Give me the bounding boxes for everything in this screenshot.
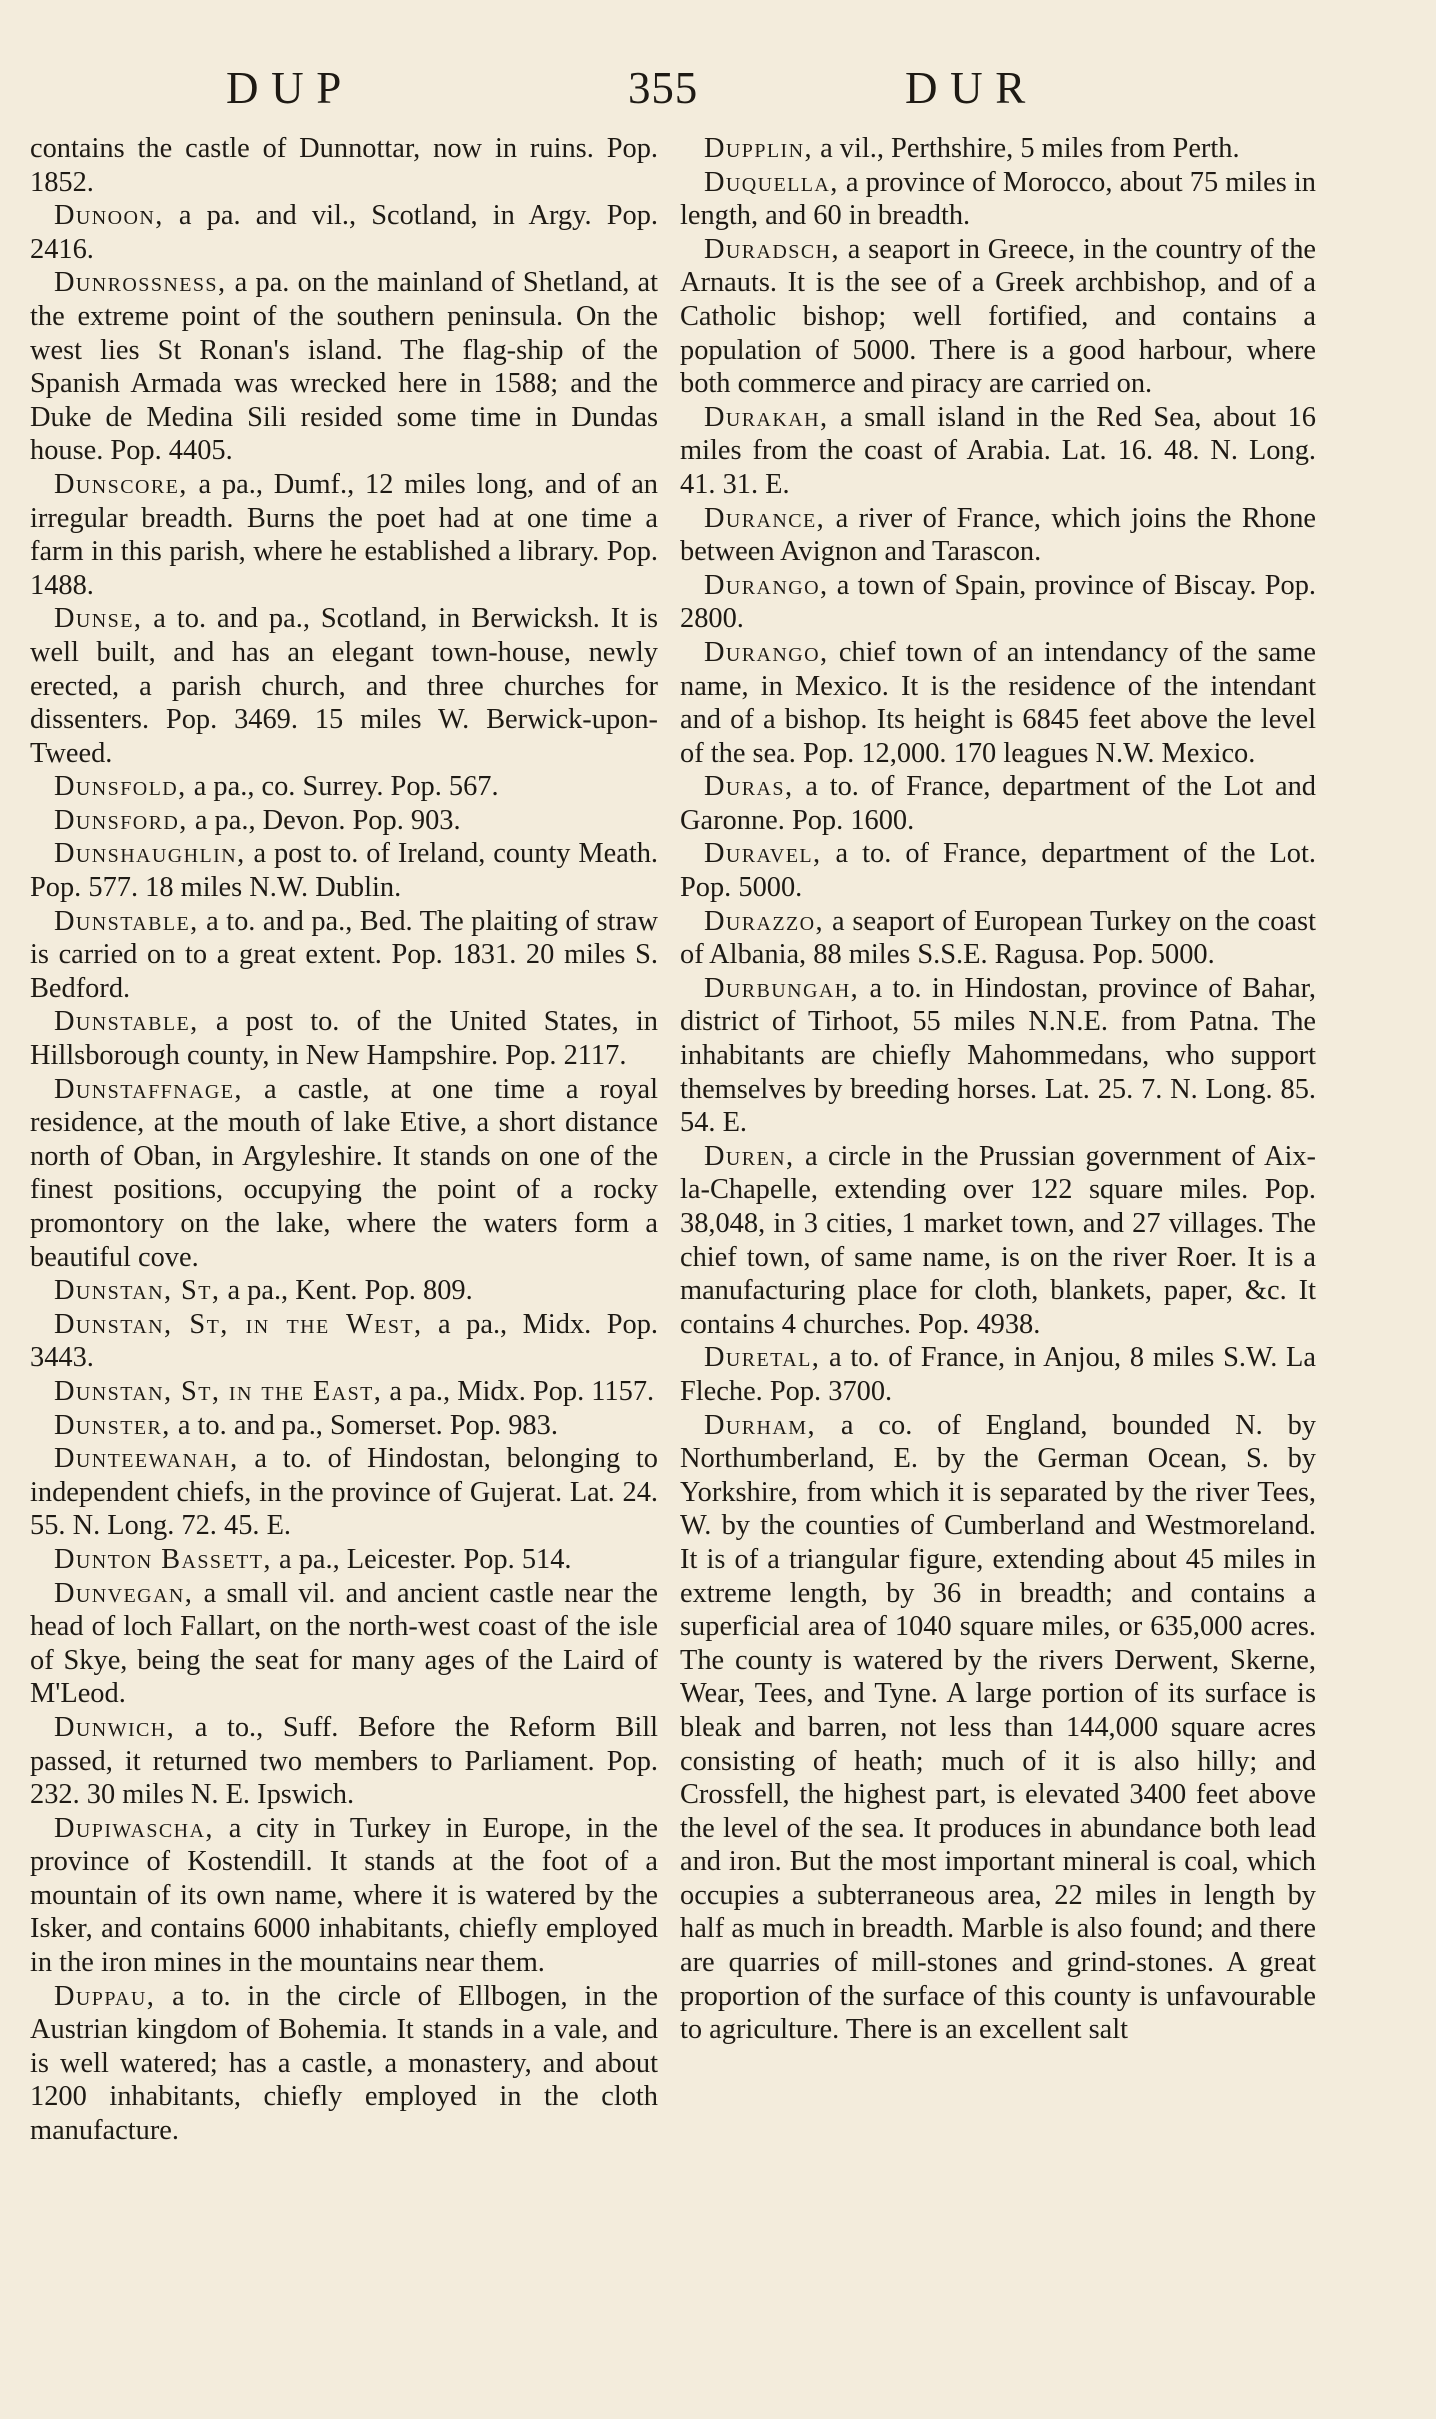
entry-text: a pa. on the mainland of Shetland, at the extreme point of the southern peninsula. On the west lies St Ronan's island. The flag-ship of the Spanish Armada was wrecked here in 1588; and the Duke de Medina Sili resided some time in Dundas house. Pop. 4405. <box>30 267 658 467</box>
gazetteer-entry <box>680 502 1316 569</box>
entry-headword: Duppau, <box>54 1980 156 2012</box>
page-number: 355 <box>628 63 699 113</box>
entry-headword: Durango, <box>704 636 829 668</box>
gazetteer-entry <box>30 804 658 838</box>
entry-text: a to. and pa., Bed. The plaiting of straw is carried on to a great extent. Pop. 1831. 20 miles S. Bedford. <box>30 905 658 1004</box>
entry-text: a seaport of European Turkey on the coast of Albania, 88 miles S.S.E. Ragusa. Pop. 5000. <box>680 905 1316 971</box>
entry-text: a to. in the circle of Ellbogen, in the Austrian kingdom of Bohemia. It stands in a vale, and is well watered; has a castle, a monastery, and about 1200 inhabitants, chiefly employed in the cloth manufacture. <box>30 1980 658 2147</box>
entry-text: a to. in Hindostan, province of Bahar, district of Tirhoot, 55 miles N.N.E. from Patna. The inhabitants are chiefly Mahommedans, who support themselves by breeding horses. Lat. 25. 7. N. Long. 85. 54. E. <box>680 972 1316 1139</box>
entry-headword: Durazzo, <box>704 905 825 937</box>
entry-text: a pa., Devon. Pop. 903. <box>187 804 461 836</box>
gazetteer-entry <box>30 266 658 468</box>
gazetteer-entry <box>30 1543 658 1577</box>
entry-text: a castle, at one time a royal residence, at the mouth of lake Etive, a short distance north of Oban, in Argyleshire. It stands on one of the finest positions, occupying the point of a rocky promontory on the lake, where the waters form a beautiful cove. <box>30 1073 658 1273</box>
entry-headword: Dunton Bassett, <box>54 1543 272 1575</box>
entry-headword: Dunse, <box>54 603 143 635</box>
gazetteer-entry <box>30 1711 658 1812</box>
entry-headword: Dunstable, <box>54 1006 199 1038</box>
gazetteer-entry <box>30 1274 658 1308</box>
entry-text: contains the castle of Dunnottar, now in ruins. Pop. 1852. <box>30 133 658 198</box>
entry-headword: Dunrossness, <box>54 267 227 299</box>
entry-headword: Dunshaughlin, <box>54 838 246 870</box>
entry-headword: Dunstan, St, <box>54 1275 221 1307</box>
gazetteer-entry <box>30 1308 658 1375</box>
gazetteer-entry <box>30 602 658 770</box>
entry-text: a to. of France, department of the Lot and Garonne. Pop. 1600. <box>680 771 1316 836</box>
entry-text: a post to. of Ireland, county Meath. Pop. 577. 18 miles N.W. Dublin. <box>30 838 658 904</box>
left-column <box>30 132 658 2148</box>
entry-text: a to. of France, in Anjou, 8 miles S.W. La Fleche. Pop. 3700. <box>680 1342 1316 1407</box>
entry-headword: Dunsford, <box>54 804 188 836</box>
entry-headword: Dupiwascha, <box>54 1812 214 1844</box>
entry-headword: Dunsfold, <box>54 771 187 803</box>
entry-headword: Dunwich, <box>54 1711 176 1743</box>
entry-headword: Dunteewanah, <box>54 1443 239 1475</box>
entry-text: a seaport in Greece, in the country of the Arnauts. It is the see of a Greek archbishop, and of a Catholic bishop; well fortified, and contains a population of 5000. There is a good harbour, where both commerce and piracy are carried on. <box>680 233 1316 400</box>
entry-text: a post to. of the United States, in Hillsborough county, in New Hampshire. Pop. 2117. <box>30 1006 658 1072</box>
entry-headword: Durango, <box>704 569 829 601</box>
entry-text: a pa., Midx. Pop. 3443. <box>30 1308 658 1374</box>
entry-text: a vil., Perthshire, 5 miles from Perth. <box>812 133 1240 164</box>
gazetteer-entry <box>30 1812 658 1980</box>
gazetteer-entry <box>30 1577 658 1711</box>
right-column <box>680 132 1316 2047</box>
gazetteer-entry <box>30 199 658 266</box>
gazetteer-entry <box>680 132 1316 166</box>
entry-text: a pa., Midx. Pop. 1157. <box>382 1375 655 1407</box>
entry-text: a pa. and vil., Scotland, in Argy. Pop. 2416. <box>30 200 658 265</box>
gazetteer-entry <box>30 132 658 199</box>
entry-headword: Durakah, <box>704 401 829 433</box>
gazetteer-entry <box>680 972 1316 1140</box>
header-right-guideword: DUR <box>905 63 1038 113</box>
header-left-guideword: DUP <box>226 63 354 113</box>
gazetteer-entry <box>680 166 1316 233</box>
entry-text: a pa., co. Surrey. Pop. 567. <box>186 771 499 803</box>
entry-text: a to. of Hindostan, belonging to independent chiefs, in the province of Gujerat. Lat. 24. 55. N. Long. 72. 45. E. <box>30 1443 658 1542</box>
entry-text: a small island in the Red Sea, about 16 miles from the coast of Arabia. Lat. 16. 48. N. Long. 41. 31. E. <box>680 401 1316 500</box>
entry-text: a to. and pa., Somerset. Pop. 983. <box>170 1409 558 1441</box>
entry-text: a pa., Dumf., 12 miles long, and of an irregular breadth. Burns the poet had at one time a farm in this parish, where he established a library. Pop. 1488. <box>30 468 658 601</box>
gazetteer-entry <box>30 1442 658 1543</box>
gazetteer-entry <box>680 1341 1316 1408</box>
gazetteer-entry <box>30 1375 658 1409</box>
gazetteer-entry <box>30 468 658 602</box>
entry-text: a small vil. and ancient castle near the head of loch Fallart, on the north-west coast of the isle of Skye, being the seat for many ages of the Laird of M'Leod. <box>30 1577 658 1710</box>
entry-text: a city in Turkey in Europe, in the province of Kostendill. It stands at the foot of a mountain of its own name, where it is watered by the Isker, and contains 6000 inhabitants, chiefly employed in the iron mines in the mountains near them. <box>30 1812 658 1979</box>
entry-headword: Dunster, <box>54 1409 171 1441</box>
entry-text: a town of Spain, province of Biscay. Pop. 2800. <box>680 569 1316 635</box>
entry-headword: Duradsch, <box>704 233 840 265</box>
entry-text: a province of Morocco, about 75 miles in length, and 60 in breadth. <box>680 166 1316 232</box>
entry-headword: Duretal, <box>704 1342 821 1374</box>
gazetteer-entry <box>680 1140 1316 1342</box>
entry-headword: Dunscore, <box>54 468 188 500</box>
gazetteer-entry <box>30 837 658 904</box>
entry-headword: Durance, <box>704 502 826 534</box>
gazetteer-entry <box>680 401 1316 502</box>
entry-headword: Dunvegan, <box>54 1577 194 1609</box>
entry-text: a to., Suff. Before the Reform Bill passed, it returned two members to Parliament. Pop. 232. 30 miles N. E. Ipswich. <box>30 1711 658 1811</box>
gazetteer-entry <box>680 905 1316 972</box>
entry-text: a pa., Leicester. Pop. 514. <box>271 1543 572 1575</box>
entry-headword: Duras, <box>704 771 794 803</box>
entry-text: a to. of France, department of the Lot. Pop. 5000. <box>680 838 1316 904</box>
entry-headword: Durham, <box>704 1409 816 1441</box>
gazetteer-entry <box>680 1409 1316 2047</box>
entry-text: a river of France, which joins the Rhone between Avignon and Tarascon. <box>680 502 1316 568</box>
entry-headword: Duquella, <box>704 166 839 198</box>
gazetteer-entry <box>680 837 1316 904</box>
entry-text: a pa., Kent. Pop. 809. <box>220 1275 473 1307</box>
gazetteer-entry <box>30 1409 658 1443</box>
entry-headword: Dunstan, St, in the East, <box>54 1375 383 1407</box>
entry-headword: Durbungah, <box>704 972 860 1004</box>
gazetteer-entry <box>30 1980 658 2148</box>
entry-headword: Dunstan, St, in the West, <box>54 1308 423 1340</box>
gazetteer-entry <box>680 569 1316 636</box>
running-header <box>0 62 1436 122</box>
entry-headword: Duren, <box>704 1140 795 1172</box>
gazetteer-entry <box>30 770 658 804</box>
entry-text: a to. and pa., Scotland, in Berwicksh. It is well built, and has an elegant town-house, newly erected, a parish church, and three churches for dissenters. Pop. 3469. 15 miles W. Berwick-upon-Tweed. <box>30 603 658 769</box>
entry-headword: Dunstaffnage, <box>54 1073 243 1105</box>
entry-text: a co. of England, bounded N. by Northumberland, E. by the German Ocean, S. by Yorkshire, from which it is separated by the river Tees, W. by the counties of Cumberland and Westmoreland. It is of a triangular figure, extending about 45 miles in extreme length, by 36 in breadth; and contains a superficial area of 1040 square miles, or 635,000 acres. The county is watered by the rivers Derwent, Skerne, Wear, Tees, and Tyne. A large portion of its surface is bleak and barren, not less than 144,000 square acres consisting of heath; much of it is also hilly; and Crossfell, the highest part, is elevated 3400 feet above the level of the sea. It produces in abundance both lead and iron. But the most important mineral is coal, which occupies a subterraneous area, 22 miles in length by half as much in breadth. Marble is also found; and there are quarries of mill-stones and grind-stones. A great proportion of the surface of this county is unfavourable to agriculture. There is an excellent salt <box>680 1409 1316 2046</box>
entry-headword: Duravel, <box>704 838 822 870</box>
gazetteer-entry <box>30 1005 658 1072</box>
entry-text: chief town of an intendancy of the same name, in Mexico. It is the residence of the intendant and of a bishop. Its height is 6845 feet above the level of the sea. Pop. 12,000. 170 leagues N.W. Mexico. <box>680 636 1316 769</box>
gazetteer-entry <box>680 636 1316 770</box>
gazetteer-entry <box>30 905 658 1006</box>
gazetteer-entry <box>30 1073 658 1275</box>
gazetteer-entry <box>680 233 1316 401</box>
entry-text: a circle in the Prussian government of Aix-la-Chapelle, extending over 122 square miles. Pop. 38,048, in 3 cities, 1 market town, and 27 villages. The chief town, of same name, is on the river Roer. It is a manufacturing place for cloth, blankets, paper, &c. It contains 4 churches. Pop. 4938. <box>680 1140 1316 1340</box>
gazetteer-entry <box>680 770 1316 837</box>
entry-headword: Dupplin, <box>704 133 813 164</box>
entry-headword: Dunoon, <box>54 200 164 232</box>
entry-headword: Dunstable, <box>54 905 199 937</box>
